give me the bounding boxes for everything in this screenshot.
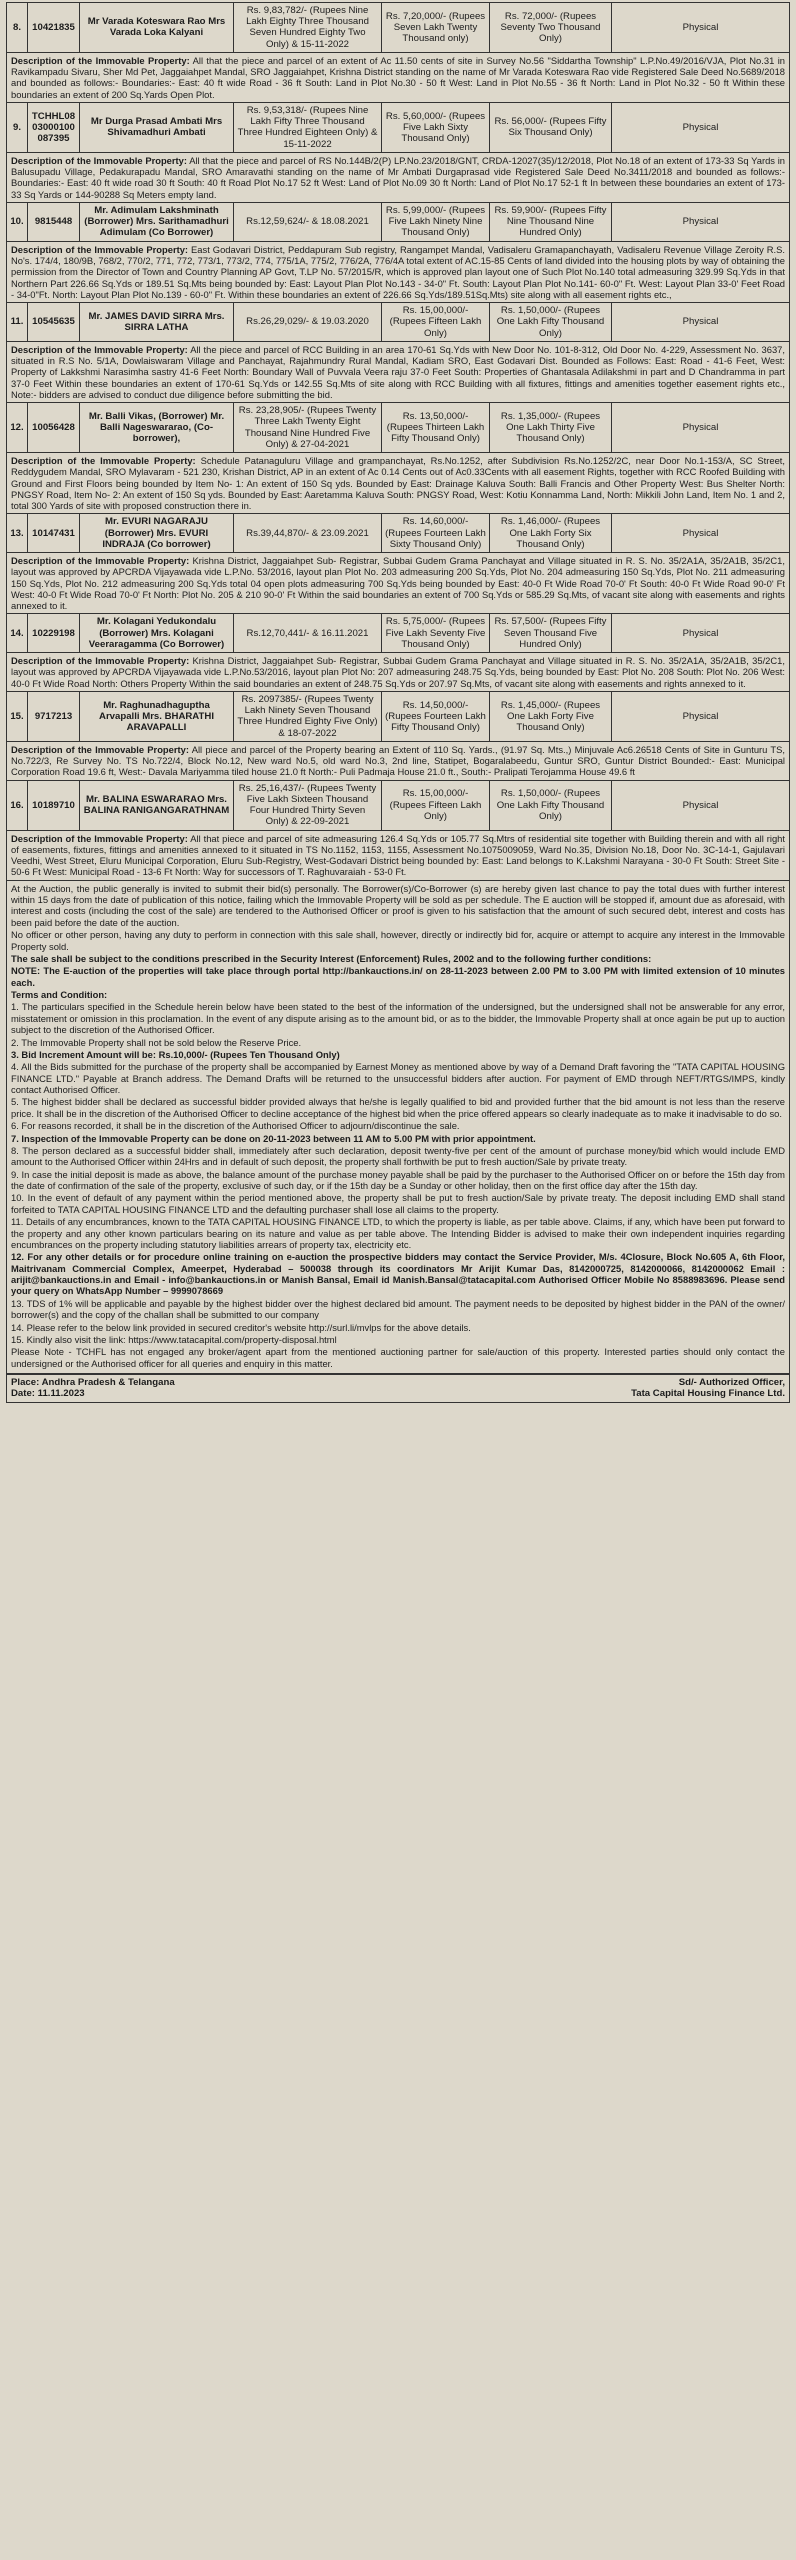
terms-heading: Terms and Condition:	[11, 989, 108, 1001]
possession-type: Physical	[682, 627, 719, 639]
loan-account-number: TCHHL08 03000100 087395	[28, 103, 80, 152]
description-text: Schedule Patanaguluru Village and grampanchayat, Rs.No.1252, after Subdivision Rs.No.1252/2C, near Door No.1-153/A, SC Street, Reddygudem Mandal, SRO Mylavaram - 521 230, Krishan District, AP in an extent of Ac 0.14 Cents out of Ac0.33Cents with all easement Rights, together with RCC Roofed Building with Ground and First Floors being bounded by Item No- 1: An extent of 150 Sq yds. Bounded by East: Drainage Kaluva South: Balli Francis and Other Property West: Bus Shelter North: PNGSY Road, Item No- 2: An extent of 150 Sq yds. Bounded by East: Aaretamma Kaluva South: PNGSY Road, West: Kotiu Konnamma Land, North: Mikkili John Land, Item No. 1 and 2, total 300 Yards of site with proposed construction there in.	[11, 455, 786, 512]
demand-notice-amount: Rs.26,29,029/- & 19.03.2020	[234, 303, 382, 341]
description-text: All the piece and parcel of RCC Building in an area 170-61 Sq.Yds with New Door No. 101-8-312, Old Door No. 4-229, Assessment No. 3637, situated in R.S No. 5/1A, Dowlaiswaram Village and Panchayat, Rajahmundry Rural Mandal, Kadiam SRO, East Godavari Dist. Bounded as Follows: East: Road - 41-6 Feet, West: Property of Lakkshmi Narasimha sastry 41-6 Feet North: Boundary Wall of Puvvala Veera raju 37-0 Feet South: Properties of Ghantasala Adilakshmi in part and D Chandramma in part 37-0 Feet Within these boundaries an extent of 170-61 Sq.Yds or 142.55 Sq.Mts of site along with RCC Building with all fixtures, fittings and amenities together easement rights etc., Note:- bidders are advised to conduct due diligence before submitting the bid.	[11, 343, 786, 400]
earnest-money-deposit: Rs. 1,46,000/- (Rupees One Lakh Forty Six Thousand Only)	[490, 514, 612, 552]
earnest-money-deposit: Rs. 72,000/- (Rupees Seventy Two Thousand Only)	[490, 3, 612, 52]
property-number: 11.	[7, 303, 28, 341]
borrower-names: Mr. Raghunadhaguptha Arvapalli Mrs. BHARATHI ARAVAPALLI	[80, 692, 234, 741]
description-label: Description of the Immovable Property:	[11, 455, 196, 466]
company-name: Tata Capital Housing Finance Ltd.	[631, 1388, 785, 1400]
property-row	[6, 613, 790, 652]
description-text: Krishna District, Jaggaiahpet Sub- Registrar, Subbai Gudem Grama Panchayat and Village situated in R. S. No. 35/2A1A, 35/2A1B, 35/2C1, layout was approved by APCRDA Vijayawada vide L.P.No.53/2016, layout plan Plot No: 207 admeasuring 248.75 Sq.Yds, being bounded by East: Plot No. 208 South: Plot No. 206 West: 40-0 Ft Wide Road North: Others Property Within the said boundaries an extent of 248.75 Sq.Yds or 207.97 Sq.Mts, of vacant site along with easements and rights annexed to it.	[11, 655, 785, 689]
demand-notice-amount: Rs. 2097385/- (Rupees Twenty Lakh Ninety Seven Thousand Three Hundred Eighty Five Only) & 18-07-2022	[234, 692, 382, 741]
signatory-block	[631, 1377, 785, 1399]
reserve-price: Rs. 14,60,000/- (Rupees Fourteen Lakh Sixty Thousand Only)	[382, 514, 490, 552]
loan-account-number: 10421835	[28, 3, 80, 52]
please-note: Please Note - TCHFL has not engaged any broker/agent apart from the mentioned auctioning partner for sale/auction of this property. Interested parties should only contact the undersigned or the Authorised officer for all queries and enquiry in this matter.	[11, 1346, 785, 1369]
property-description	[6, 152, 790, 202]
demand-notice-amount: Rs. 23,28,905/- (Rupees Twenty Three Lakh Twenty Eight Thousand Nine Hundred Five Only) & 27-04-2021	[234, 403, 382, 452]
demand-notice-amount: Rs. 9,53,318/- (Rupees Nine Lakh Fifty Three Thousand Three Hundred Eighteen Only) & 15-11-2022	[234, 103, 382, 152]
reserve-price: Rs. 13,50,000/- (Rupees Thirteen Lakh Fifty Thousand Only)	[382, 403, 490, 452]
property-description	[6, 341, 790, 402]
property-number: 9.	[7, 103, 28, 152]
term-7: 7. Inspection of the Immovable Property can be done on 20-11-2023 between 11 AM to 5.00 PM with prior appointment.	[11, 1132, 536, 1144]
date: Date: 11.11.2023	[11, 1388, 85, 1400]
possession-type: Physical	[682, 710, 719, 722]
term-13: 13. TDS of 1% will be applicable and payable by the highest bidder over the highest declared bid amount. The payment needs to be deposited by highest bidder in the PAN of the owner/ borrower(s) and the copy of the challan shall be submitted to our company	[11, 1297, 785, 1321]
property-row	[6, 2, 790, 52]
description-text: All piece and parcel of the Property bearing an Extent of 110 Sq. Yards., (91.97 Sq. Mts.,) Minjuvale Ac6.26518 Cents of Site in Gunturu TS, No.722/3, Re Survey No. TS No.722/4, Block No.12, New ward No.5, old ward No.3, 2nd line, Statipet, Bogaralabeedu, Guntur SRO, Guntur District Bounded:- East: Municipal Corporation Road 19.6 ft, West:- Davala Mariyamma tiled house 21.0 ft North:- Puli Padmaja House 21.0 ft., South:- Pralipati Terojamma House 49.6 ft	[11, 743, 785, 778]
earnest-money-deposit: Rs. 1,35,000/- (Rupees One Lakh Thirty Five Thousand Only)	[490, 403, 612, 452]
description-text: All that the piece and parcel of RS No.144B/2(P) LP.No.23/2018/GNT, CRDA-12027(35)/12/2018, Plot No.18 of an extent of 173-33 Sq Yards in Balusupadu Village, Pedakurapadu Mandal, SRO Amaravathi standing on the name of Mr Ambati Durgaprasad vide Registered Sale Deed No.3411/2018 and bounded as follows:- Boundaries:- East: 40 ft wide road 30 ft South: 40 ft Road Plot No.17 52 ft West: Land of Plot No.09 30 ft North: Land of Plot No.17 52-1 ft In between these boundaries an extent of 173-33 Sq Yards or 144-90288 Sq Meters empty land.	[11, 154, 785, 200]
property-description	[6, 741, 790, 780]
demand-notice-amount: Rs. 25,16,437/- (Rupees Twenty Five Lakh Sixteen Thousand Four Hundred Thirty Seven Only) & 22-09-2021	[234, 781, 382, 830]
earnest-money-deposit: Rs. 57,500/- (Rupees Fifty Seven Thousand Five Hundred Only)	[490, 614, 612, 652]
borrower-names: Mr. Adimulam Lakshminath (Borrower) Mrs. Sarithamadhuri Adimulam (Co Borrower)	[80, 203, 234, 241]
description-label: Description of the Immovable Property:	[11, 343, 188, 355]
term-11: 11. Details of any encumbrances, known to the TATA CAPITAL HOUSING FINANCE LTD, to which the property is liable, as per table above. Claims, if any, which have been put forward to the property and any other known particulars bearing on its nature and value as per table above. The Intending Bidder is advised to make their own independent inquiries regarding encumbrances on the property including statutory liabilities arrears of property tax, electricity etc.	[11, 1216, 785, 1250]
term-6: 6. For reasons recorded, it shall be in the discretion of the Authorised Officer to adjourn/discontinue the sale.	[11, 1120, 460, 1132]
loan-account-number: 10229198	[28, 614, 80, 652]
property-row	[6, 202, 790, 241]
borrower-names: Mr Varada Koteswara Rao Mrs Varada Loka Kalyani	[80, 3, 234, 52]
possession-type: Physical	[682, 799, 719, 811]
description-label: Description of the Immovable Property:	[11, 54, 190, 66]
term-8: 8. The person declared as a successful bidder shall, immediately after such declaration, deposit twenty-five per cent of the amount of purchase money/bid which would include EMD amount to the Authorised Officer within 24Hrs and in default of such deposit, the property shall forthwith be put to fresh auction/Sale by private treaty.	[11, 1144, 785, 1168]
earnest-money-deposit: Rs. 1,50,000/- (Rupees One Lakh Fifty Thousand Only)	[490, 303, 612, 341]
term-10: 10. In the event of default of any payment within the period mentioned above, the property shall be put to fresh auction/Sale by private treaty. The deposit including EMD shall stand forfeited to TATA CAPITAL HOUSING FINANCE LTD and the defaulting purchaser shall lose all claims to the property.	[11, 1192, 785, 1215]
loan-account-number: 10056428	[28, 403, 80, 452]
place: Place: Andhra Pradesh & Telangana	[11, 1377, 175, 1389]
reserve-price: Rs. 15,00,000/- (Rupees Fifteen Lakh Only)	[382, 303, 490, 341]
possession-type: Physical	[682, 21, 719, 33]
property-description	[6, 52, 790, 102]
loan-account-number: 10147431	[28, 514, 80, 552]
description-text: East Godavari District, Peddapuram Sub registry, Rangampet Mandal, Vadisaleru Gramapanchayath, Vadisaleru Revenue Village Zeroity R.S. No's. 174/4, 180/9B, 768/2, 770/2, 771, 772, 773/1, 773/2, 774, 775/1A, 775/2, 776/2A, 776/4A total extent of AC.15-85 Cents of land divided into the housing plots by way of obtaining the permission from the Director of Town and Country Planning AP Govt, T.LP No. 57/2015/R, which is approved plan layout one of Such Plot No.140 total admeasuring 329.99 Sq.Yds in that Northern Part 226.66 Sq.Yds or 189.51 Sq.Mts being bounded by: East: Layout Plan Plot No.143 - 34-0" Ft. South: Layout Plan Plot No.141- 60-0" Ft. West: Layout Plan 33-0' Feet Road - 34-0"Ft. North: Layout Plan Plot No.139 - 60-0" Ft. Within these boundaries an extent of 226.66 Sq.Yds/189.51Sq.Mts) site along with all easement rights etc.,	[11, 243, 785, 300]
description-text: All that the piece and parcel of an extent of Ac 11.50 cents of site in Survey No.56 "Siddartha Township" L.P.No.49/2016/VJA, Plot No.31 in Ravikampadu Sivaru, Sher Md Pet, Jaggaiahpet Mandal, SRO Jaggaiahpet, Krishna District standing on the name of Mr Varada Koteswara Rao vide Registered Sale Deed No.5689/2018 and bounded as follows:- Boundaries:- East: 40 ft wide Road - 36 ft South: Land in Plot No.30 - 50 ft West: Land in Plot No.55 - 36 ft North: Land in Plot No.32 - 50 ft Within these boundaries an extent of 200 Sq.Yards Open Plot.	[11, 54, 785, 100]
property-row	[6, 302, 790, 341]
possession-type: Physical	[682, 421, 719, 433]
reserve-price: Rs. 15,00,000/- (Rupees Fifteen Lakh Only)	[382, 781, 490, 830]
borrower-names: Mr. BALINA ESWARARAO Mrs. BALINA RANIGANGARATHNAM	[80, 781, 234, 830]
borrower-names: Mr. Balli Vikas, (Borrower) Mr. Balli Nageswararao, (Co-borrower),	[80, 403, 234, 452]
earnest-money-deposit: Rs. 1,50,000/- (Rupees One Lakh Fifty Thousand Only)	[490, 781, 612, 830]
demand-notice-amount: Rs.39,44,870/- & 23.09.2021	[234, 514, 382, 552]
property-number: 15.	[7, 692, 28, 741]
description-text: All that piece and parcel of site admeasuring 126.4 Sq.Yds or 105.77 Sq.Mtrs of residential site together with Building therein and with all right of easements, fixtures, fittings and amenities annexed to it situated in TS No.1152, 1153, 1155, Assessment No.1075009059, Ward No.35, Division No.18, Door No. 3C-14-1, Gajulavari Veedhi, West Street, Eluru Municipal Corporation, Eluru Sub-Registry, West-Godavari District being bounded by: East: Land belongs to K.Lakshmi Narayana - 30-0 Ft South: Street Site - 50-6 Ft West: Municipal Road - 13-6 Ft North: Way for successors of T. Raghuvaraiah - 53-0 Ft.	[11, 832, 785, 878]
term-5: 5. The highest bidder shall be declared as successful bidder provided always that he/she is legally qualified to bid and provided further that the bid amount is not less than the reserve price. It shall be in the discretion of the Authorised Officer to decline acceptance of the highest bid when the price offered appears so clearly inadequate as to make it inadvisable to do so.	[11, 1096, 785, 1119]
description-label: Description of the Immovable Property:	[11, 743, 189, 755]
property-description	[6, 652, 790, 691]
term-1: 1. The particulars specified in the Schedule herein below have been stated to the best of the information of the undersigned, but the undersigned shall not be answerable for any error, misstatement or omission in this proclamation. In the event of any dispute arising as to the amount bid, or as to the bidder, the Immovable Property shall at once again be put up to auction subject to the discretion of the Authorised Officer.	[11, 1001, 785, 1036]
term-9: 9. In case the initial deposit is made as above, the balance amount of the purchase money payable shall be paid by the purchaser to the Authorised Officer on or before the 15th day from the date of confirmation of the sale of the property, exclusive of such day, or if the 15th day be a Sunday or other holiday, then on the first office day after the 15th day.	[11, 1168, 785, 1192]
place-date-block	[11, 1377, 175, 1399]
description-label: Description of the Immovable Property:	[11, 555, 190, 567]
term-4: 4. All the Bids submitted for the purchase of the property shall be accompanied by Earnest Money as mentioned above by way of a Demand Draft favoring the "TATA CAPITAL HOUSING FINANCE LTD." Payable at Branch address. The Demand Drafts will be returned to the unsuccessful bidders after auction. For payment of EMD through NEFT/RTGS/IMPS, kindly contact Authorised Officer.	[11, 1061, 785, 1096]
property-row	[6, 780, 790, 830]
term-3: 3. Bid Increment Amount will be: Rs.10,000/- (Rupees Ten Thousand Only)	[11, 1048, 340, 1060]
auction-intro: At the Auction, the public generally is invited to submit their bid(s) personally. The Borrower(s)/Co-Borrower (s) are hereby given last chance to pay the total dues with further interest within 15 days from the date of publication of this notice, failing which the Immovable Property will be sold as per schedule. The E auction will be stopped if, amount due as aforesaid, with interest and costs (including the cost of the sale) are tendered to the Authorised Officer or proof is given to his satisfaction that the amount of such secured debt, interest and costs has been paid before the date of the auction.	[11, 882, 785, 928]
description-text: Krishna District, Jaggaiahpet Sub- Registrar, Subbai Gudem Grama Panchayat and Village situated in R. S. No. 35/2A1A, 35/2A1B, 35/2C1, layout was approved by APCRDA Vijayawada vide L.P.No. 53/2016, layout plan Plot No. 203 admeasuring 200 Sq.Yds, Plot No. 204 admeasuring 150 Sq.Yds, Plot No. 211 admeasuring 150 Sq.Yds, Plot No. 212 admeasuring 200 Sq.Yds total 04 open plots admeasuring 700 Sq.Yds being bounded by East: 40-0 Ft Wide Road 70-0' Ft South: 40-0 Ft Wide Road 90-0' Ft West: 40-0 Ft Wide Road 70-0' Ft North: Plot No. 205 & 210 90-0' Ft Within the said boundaries an extent of 700 Sq.Yds or 585.29 Sq.Mts, of vacant site along with easements and rights annexed to it.	[11, 555, 785, 612]
term-2: 2. The Immovable Property shall not be sold below the Reserve Price.	[11, 1036, 302, 1048]
description-label: Description of the Immovable Property:	[11, 655, 190, 667]
term-15: 15. Kindly also visit the link: https://www.tatacapital.com/property-disposal.html	[11, 1333, 337, 1345]
demand-notice-amount: Rs. 9,83,782/- (Rupees Nine Lakh Eighty Three Thousand Seven Hundred Eighty Two Only) & 15-11-2022	[234, 3, 382, 52]
property-number: 16.	[7, 781, 28, 830]
property-number: 12.	[7, 403, 28, 452]
property-row	[6, 102, 790, 152]
terms-and-conditions	[6, 881, 790, 1374]
description-label: Description of the Immovable Property:	[11, 832, 188, 844]
reserve-price: Rs. 5,60,000/- (Rupees Five Lakh Sixty Thousand Only)	[382, 103, 490, 152]
borrower-names: Mr. EVURI NAGARAJU (Borrower) Mrs. EVURI INDRAJA (Co borrower)	[80, 514, 234, 552]
description-label: Description of the Immovable Property:	[11, 243, 189, 255]
borrower-names: Mr Durga Prasad Ambati Mrs Shivamadhuri Ambati	[80, 103, 234, 152]
signatory: Sd/- Authorized Officer,	[678, 1377, 785, 1389]
property-number: 10.	[7, 203, 28, 241]
property-description	[6, 830, 790, 881]
term-12: 12. For any other details or for procedure online training on e-auction the prospective bidders may contact the Service Provider, M/s. 4Closure, Block No.605 A, 6th Floor, Maitrivanam Commercial Complex, Ameerpet, Hyderabad – 500038 through its coordinators Mr Arijit Kumar Das, 8142000725, 8142000066, 8142000062 Email : arijit@bankauctions.in and Email - info@bankauctions.in or Manish Bansal, Email id Manish.Bansal@tatacapital.com Authorised Officer Mobile No 8588983696. Please send your query on WhatsApp Number – 9999078669	[11, 1251, 785, 1297]
possession-type: Physical	[682, 216, 719, 228]
demand-notice-amount: Rs.12,70,441/- & 16.11.2021	[234, 614, 382, 652]
loan-account-number: 9717213	[28, 692, 80, 741]
no-officer-clause: No officer or other person, having any duty to perform in connection with this sale shall, however, directly or indirectly bid for, acquire or attempt to acquire any interest in the Immovable Property sold.	[11, 929, 785, 952]
property-row	[6, 691, 790, 741]
loan-account-number: 10545635	[28, 303, 80, 341]
demand-notice-amount: Rs.12,59,624/- & 18.08.2021	[234, 203, 382, 241]
borrower-names: Mr. JAMES DAVID SIRRA Mrs. SIRRA LATHA	[80, 303, 234, 341]
possession-type: Physical	[682, 121, 719, 133]
property-row	[6, 513, 790, 552]
earnest-money-deposit: Rs. 1,45,000/- (Rupees One Lakh Forty Five Thousand Only)	[490, 692, 612, 741]
borrower-names: Mr. Kolagani Yedukondalu (Borrower) Mrs. Kolagani Veeraragamma (Co Borrower)	[80, 614, 234, 652]
earnest-money-deposit: Rs. 59,900/- (Rupees Fifty Nine Thousand Nine Hundred Only)	[490, 203, 612, 241]
loan-account-number: 9815448	[28, 203, 80, 241]
property-number: 8.	[7, 3, 28, 52]
property-description	[6, 452, 790, 513]
reserve-price: Rs. 14,50,000/- (Rupees Fourteen Lakh Fifty Thousand Only)	[382, 692, 490, 741]
property-description	[6, 552, 790, 613]
property-number: 14.	[7, 614, 28, 652]
earnest-money-deposit: Rs. 56,000/- (Rupees Fifty Six Thousand Only)	[490, 103, 612, 152]
notice-footer	[6, 1374, 790, 1402]
property-description	[6, 241, 790, 302]
property-row	[6, 402, 790, 452]
eauction-note: NOTE: The E-auction of the properties will take place through portal http://bankauctions.in/ on 28-11-2023 between 2.00 PM to 3.00 PM with limited extension of 10 minutes each.	[11, 965, 785, 988]
term-14: 14. Please refer to the below link provided in secured creditor's website http://surl.li/mvlps for the above details.	[11, 1321, 471, 1333]
possession-type: Physical	[682, 527, 719, 539]
conditions-subject-line: The sale shall be subject to the conditions prescribed in the Security Interest (Enforcement) Rules, 2002 and to the following further conditions:	[11, 952, 652, 964]
description-label: Description of the Immovable Property:	[11, 154, 187, 166]
reserve-price: Rs. 7,20,000/- (Rupees Seven Lakh Twenty Thousand only)	[382, 3, 490, 52]
reserve-price: Rs. 5,99,000/- (Rupees Five Lakh Ninety Nine Thousand Only)	[382, 203, 490, 241]
possession-type: Physical	[682, 316, 719, 328]
property-number: 13.	[7, 514, 28, 552]
reserve-price: Rs. 5,75,000/- (Rupees Five Lakh Seventy Five Thousand Only)	[382, 614, 490, 652]
loan-account-number: 10189710	[28, 781, 80, 830]
